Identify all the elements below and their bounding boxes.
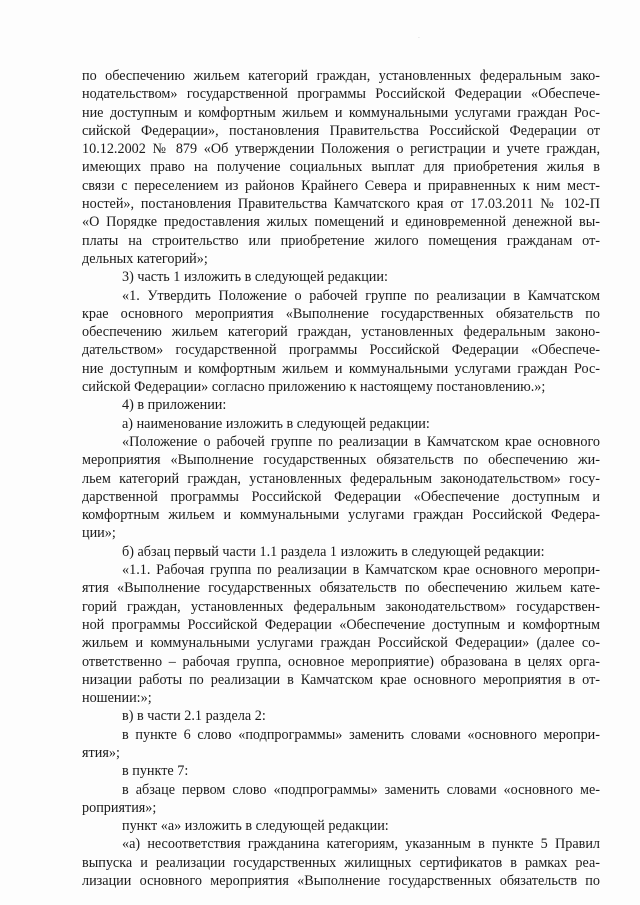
text-line: горий граждан, установленных федеральным законодательством» государствен- (82, 598, 600, 615)
text-line: «а) несоответствия гражданина категориям, указанным в пункте 5 Правил (122, 836, 600, 853)
text-line: льем категорий граждан, установленных федеральным законодательством» госу- (82, 470, 600, 487)
text-line: нодательством» государственной программы Российской Федерации «Обеспече- (82, 86, 600, 103)
text-line: сийской Федерации», постановления Правительства Российской Федерации от (82, 122, 600, 139)
text-line: крае основного мероприятия «Выполнение государственных обязательств по (82, 305, 600, 322)
text-line: ной программы Российской Федерации «Обеспечение доступным и комфортным (82, 616, 600, 633)
text-line: ношении:»; (82, 690, 152, 707)
text-line: сийской Федерации» согласно приложению к настоящему постановлению.»; (82, 379, 546, 396)
text-line: ние доступным и комфортным жильем и коммунальными услугами граждан Рос- (82, 104, 600, 121)
text-line: в) в части 2.1 раздела 2: (122, 708, 266, 725)
text-line: 4) в приложении: (122, 397, 227, 414)
text-line: пункт «а» изложить в следующей редакции: (122, 818, 389, 835)
text-line: в абзаце первом слово «подпрограммы» заменить словами «основного ме- (122, 781, 600, 798)
text-line: дельных категорий»; (82, 250, 208, 267)
text-line: «Положение о рабочей группе по реализации в Камчатском крае основного (122, 433, 600, 450)
text-line: «О Порядке предоставления жилых помещений и единовременной денежной вы- (82, 214, 600, 231)
text-line: ответственно – рабочая группа, основное мероприятие) образована в целях орга- (82, 653, 600, 670)
text-line: ние доступным и комфортным жильем и коммунальными услугами граждан Рос- (82, 360, 600, 377)
text-line: 3) часть 1 изложить в следующей редакции: (122, 269, 388, 286)
text-line: ятия «Выполнение государственных обязательств по обеспечению жильем кате- (82, 580, 600, 597)
text-line: «1.1. Рабочая группа по реализации в Камчатском крае основного меропри- (122, 562, 600, 579)
text-line: в пункте 6 слово «подпрограммы» заменить словами «основного меропри- (122, 726, 600, 743)
text-line: связи с переселением из районов Крайнего Севера и приравненных к ним мест- (82, 177, 600, 194)
scan-dot-mark: · (418, 35, 420, 42)
text-line: а) наименование изложить в следующей редакции: (122, 415, 430, 432)
text-line: жильем и коммунальными услугами граждан Российской Федерации» (далее со- (82, 635, 600, 652)
text-line: ятия»; (82, 744, 120, 761)
text-line: комфортным жильем и коммунальными услугами граждан Российской Федера- (82, 507, 600, 524)
text-line: низации работы по реализации в Камчатском крае основного мероприятия в от- (82, 671, 600, 688)
text-line: 10.12.2002 № 879 «Об утверждении Положения о регистрации и учете граждан, (82, 141, 600, 158)
text-line: «1. Утвердить Положение о рабочей группе по реализации в Камчатском (122, 287, 600, 304)
text-line: платы на строительство или приобретение жилого помещения гражданам от- (82, 232, 600, 249)
text-line: мероприятия «Выполнение государственных обязательств по обеспечению жи- (82, 452, 600, 469)
text-line: роприятия»; (82, 799, 157, 816)
text-line: лизации основного мероприятия «Выполнение государственных обязательств по (82, 873, 600, 890)
text-line: по обеспечению жильем категорий граждан, установленных федеральным зако- (82, 68, 600, 84)
text-line: обеспечению жильем категорий граждан, установленных федеральным законо- (82, 324, 600, 341)
text-line: дательством» государственной программы Российской Федерации «Обеспече- (82, 342, 600, 359)
document-body (82, 67, 600, 890)
text-line: в пункте 7: (122, 763, 189, 780)
text-line: имеющих право на получение социальных выплат для приобретения жилья в (82, 159, 600, 176)
text-line: ции»; (82, 525, 116, 542)
text-line: ностей», постановления Правительства Камчатского края от 17.03.2011 № 102-П (82, 196, 600, 213)
text-line: дарственной программы Российской Федерации «Обеспечение доступным и (82, 488, 600, 505)
text-line: б) абзац первый части 1.1 раздела 1 изложить в следующей редакции: (122, 543, 545, 560)
text-line: выпуска и реализации государственных жилищных сертификатов в рамках реа- (82, 854, 600, 871)
